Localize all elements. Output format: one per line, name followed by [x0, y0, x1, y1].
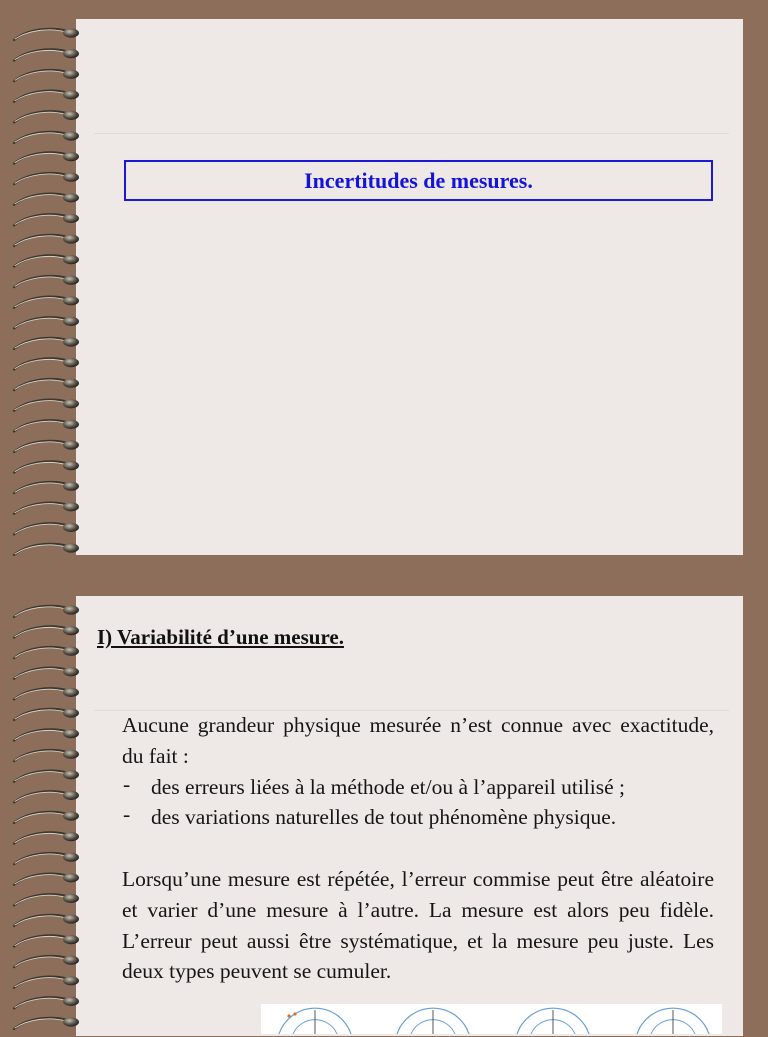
- target-icon: [637, 1008, 709, 1034]
- intro-paragraph: Aucune grandeur physique mesurée n’est connue avec exactitude, du fait :: [122, 713, 714, 768]
- bullet-list: [122, 772, 714, 834]
- list-item: - des erreurs liées à la méthode et/ou à l’appareil utilisé ;: [122, 772, 714, 803]
- target-icon: [517, 1008, 589, 1034]
- target-icon: [397, 1008, 469, 1034]
- title-frame: [124, 160, 713, 201]
- title-slide: [76, 19, 743, 555]
- guide-line: [94, 133, 729, 134]
- body-text: [122, 710, 714, 987]
- section-heading: I) Variabilité d’une mesure.: [97, 625, 344, 649]
- second-paragraph: Lorsqu’une mesure est répétée, l’erreur commise peut être aléatoire et varier d’une mesure à l’autre. La mesure est alors peu fidèle. L’erreur peut aussi être systématique, et la mesure peu juste. Les deux types peuvent se cumuler.: [122, 866, 714, 984]
- slide-title: Incertitudes de mesures.: [304, 167, 533, 193]
- content-slide: [76, 596, 743, 1036]
- spiral-binding-icon: [8, 20, 90, 556]
- target-icon: [279, 1008, 351, 1034]
- spiral-binding-icon: [8, 597, 90, 1037]
- precision-figure: [261, 1004, 722, 1034]
- list-item: - des variations naturelles de tout phénomène physique.: [122, 802, 714, 833]
